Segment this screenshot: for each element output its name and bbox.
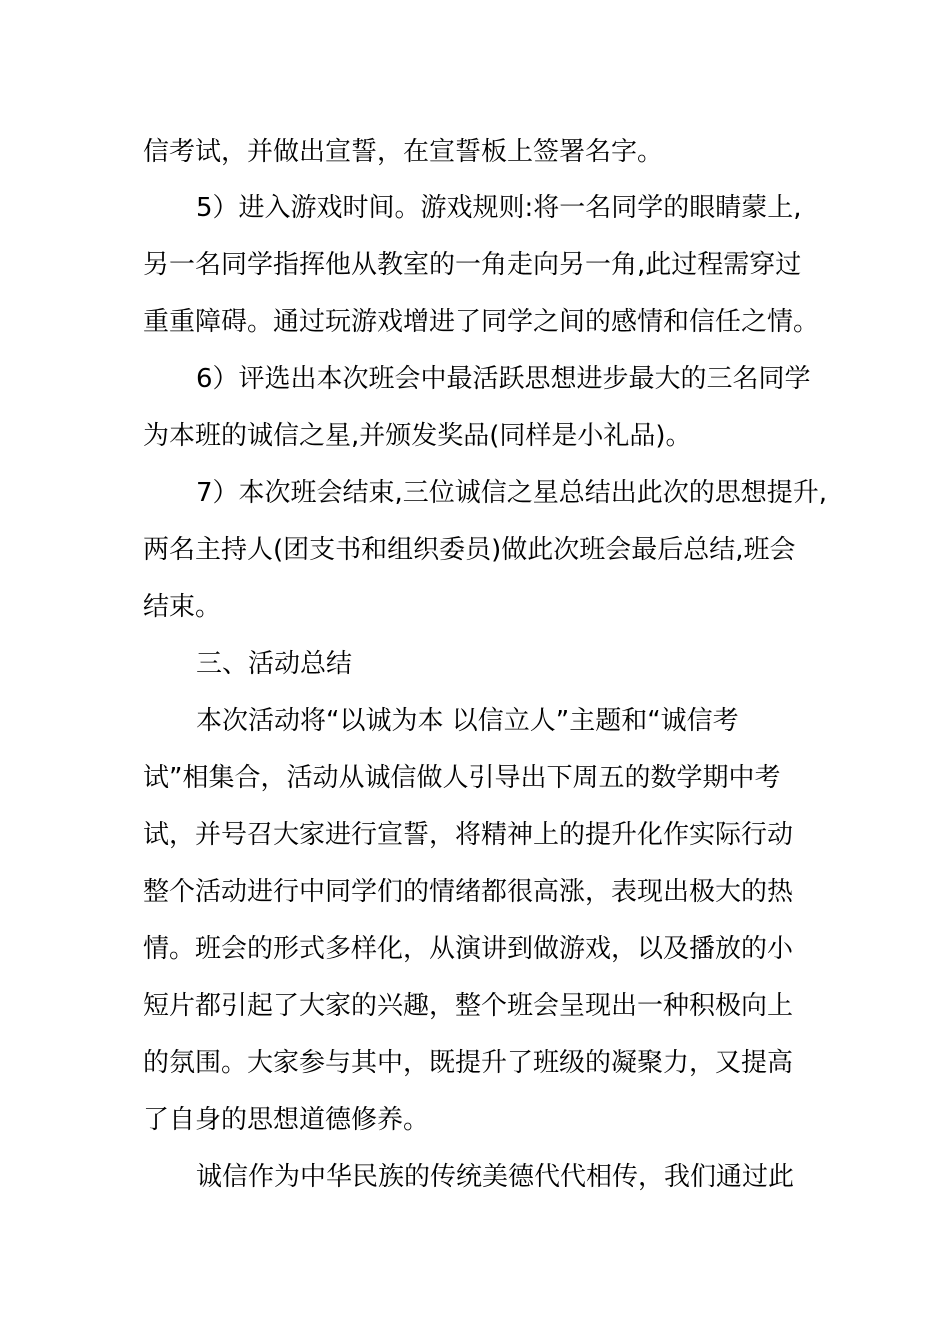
section-heading: 三、活动总结 bbox=[196, 649, 353, 679]
text-line: 短片都引起了大家的兴趣，整个班会呈现出一种积极向上 bbox=[143, 991, 794, 1021]
paragraph-start: 诚信作为中华民族的传统美德代代相传，我们通过此 bbox=[196, 1162, 795, 1192]
text-line: 为本班的诚信之星,并颁发奖品(同样是小礼品)。 bbox=[143, 421, 692, 451]
text-line: 两名主持人(团支书和组织委员)做此次班会最后总结,班会 bbox=[143, 535, 796, 565]
text-line: 整个活动进行中同学们的情绪都很高涨，表现出极大的热 bbox=[143, 877, 794, 907]
paragraph-start: 本次活动将“以诚为本 以信立人”主题和“诚信考 bbox=[196, 706, 739, 736]
list-item-5: 5）进入游戏时间。游戏规则:将一名同学的眼睛蒙上, bbox=[196, 193, 802, 223]
list-item-7: 7）本次班会结束,三位诚信之星总结出此次的思想提升, bbox=[196, 478, 828, 508]
text-line: 结束。 bbox=[143, 592, 222, 622]
text-line: 试”相集合，活动从诚信做人引导出下周五的数学期中考 bbox=[143, 763, 781, 793]
text-line: 情。班会的形式多样化，从演讲到做游戏，以及播放的小 bbox=[143, 934, 794, 964]
text-line: 信考试，并做出宣誓，在宣誓板上签署名字。 bbox=[143, 137, 664, 167]
text-line: 另一名同学指挥他从教室的一角走向另一角,此过程需穿过 bbox=[143, 250, 802, 280]
text-line: 重重障碍。通过玩游戏增进了同学之间的感情和信任之情。 bbox=[143, 307, 820, 337]
text-line: 试，并号召大家进行宣誓，将精神上的提升化作实际行动 bbox=[143, 820, 794, 850]
text-line: 的氛围。大家参与其中，既提升了班级的凝聚力，又提高 bbox=[143, 1048, 794, 1078]
list-item-6: 6）评选出本次班会中最活跃思想进步最大的三名同学 bbox=[196, 364, 811, 394]
text-line: 了自身的思想道德修养。 bbox=[143, 1105, 430, 1135]
